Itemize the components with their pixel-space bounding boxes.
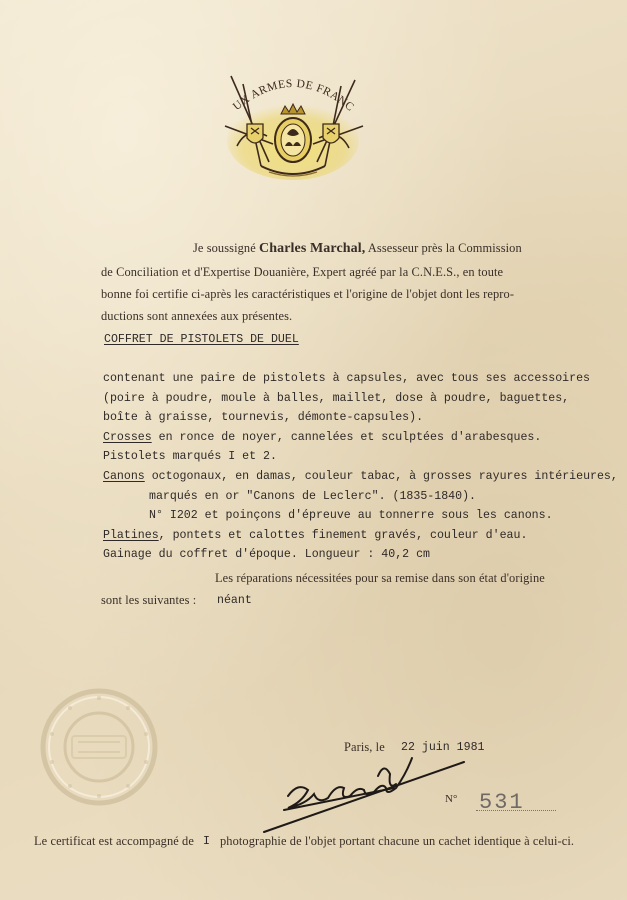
description-line-10: Gainage du coffret d'époque. Longueur : 40,2 cm bbox=[103, 548, 430, 561]
svg-text:AUX ARMES DE FRANCE: UX ARMES DE FRANC bbox=[230, 77, 357, 114]
number-label: N° bbox=[445, 793, 458, 805]
platines-text: , pontets et calottes finement gravés, couleur d'eau. bbox=[158, 529, 528, 542]
intro-prefix: Je soussigné bbox=[193, 241, 256, 255]
canons-label: Canons bbox=[103, 470, 145, 483]
description-line-2: (poire à poudre, moule à balles, maillet, dose à poudre, baguettes, bbox=[103, 392, 570, 405]
crosses-text: en ronce de noyer, cannelées et sculptées d'arabesques. bbox=[151, 431, 542, 444]
repairs-line-1: Les réparations nécessitées pour sa remise dans son état d'origine bbox=[215, 571, 545, 585]
intro-line-3: bonne foi certifie ci-après les caractéristiques et l'origine de l'objet dont les repro- bbox=[101, 287, 515, 301]
crosses-label: Crosses bbox=[103, 431, 152, 444]
description-line-8: N° I202 et poinçons d'épreuve au tonnerre sous les canons. bbox=[149, 509, 553, 522]
canons-text: octogonaux, en damas, couleur tabac, à grosses rayures intérieures, bbox=[144, 470, 618, 483]
place-label: Paris, le bbox=[344, 740, 385, 754]
coat-of-arms-icon bbox=[217, 66, 369, 184]
expert-name: Charles Marchal, bbox=[259, 241, 366, 256]
description-line-3: boîte à graisse, tournevis, démonte-capsules). bbox=[103, 411, 424, 424]
intro-line-4: ductions sont annexées aux présentes. bbox=[101, 309, 293, 323]
intro-line-1 bbox=[193, 241, 522, 257]
certificate-note-suffix: photographie de l'objet portant chacune un cachet identique à celui-ci. bbox=[220, 834, 575, 848]
repairs-label: sont les suivantes : bbox=[101, 593, 197, 607]
description-crosses bbox=[103, 431, 541, 444]
description-platines bbox=[103, 529, 527, 542]
platines-label: Platines bbox=[103, 529, 159, 542]
certificate-date: 22 juin 1981 bbox=[401, 741, 485, 754]
number-underline bbox=[476, 810, 556, 811]
description-canons bbox=[103, 470, 618, 483]
description-line-1: contenant une paire de pistolets à capsules, avec tous ses accessoires bbox=[103, 372, 591, 385]
description-line-7: marqués en or "Canons de Leclerc". (1835-1840). bbox=[149, 490, 476, 503]
object-title: COFFRET DE PISTOLETS DE DUEL bbox=[104, 333, 299, 346]
repairs-value: néant bbox=[217, 594, 252, 607]
intro-line-2: de Conciliation et d'Expertise Douanière, Expert agréé par la C.N.E.S., en toute bbox=[101, 265, 504, 279]
certificate-number: 531 bbox=[479, 790, 525, 815]
embossed-seal-icon bbox=[38, 686, 160, 808]
certificate-note-prefix: Le certificat est accompagné de bbox=[34, 834, 194, 848]
description-line-5: Pistolets marqués I et 2. bbox=[103, 450, 277, 463]
photo-count: I bbox=[203, 835, 210, 848]
intro-title: Assesseur près la Commission bbox=[367, 241, 522, 255]
